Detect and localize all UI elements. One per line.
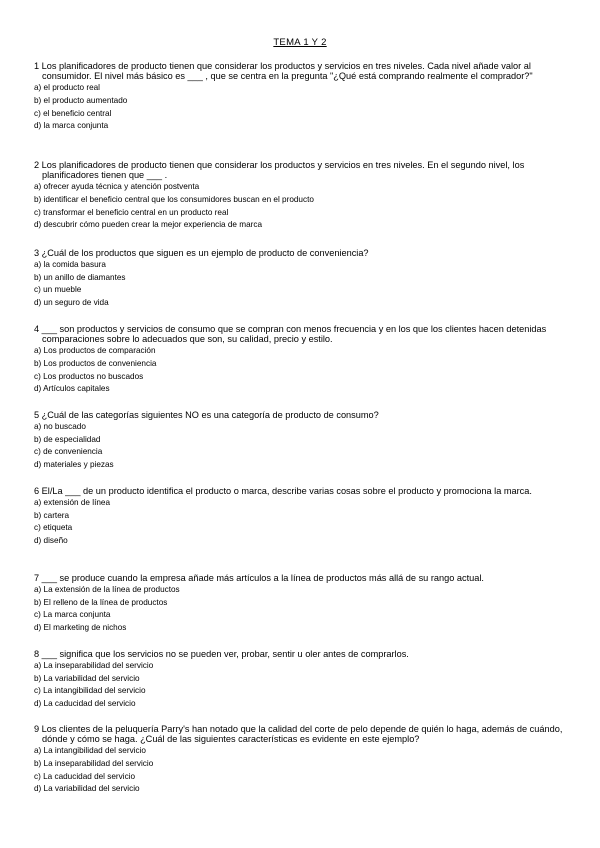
option-a: a) no buscado: [34, 422, 86, 432]
option-c: c) La marca conjunta: [34, 610, 111, 620]
option-b: b) Los productos de conveniencia: [34, 359, 157, 368]
option-c: c) La intangibilidad del servicio: [34, 686, 146, 696]
option-d: d) Artículos capitales: [34, 384, 110, 394]
option-a: a) la comida basura: [34, 260, 106, 270]
option-a: a) La intangibilidad del servicio: [34, 746, 146, 756]
option-b: b) El relleno de la línea de productos: [34, 597, 168, 607]
answer-options: [34, 497, 574, 547]
option-c: c) de conveniencia: [34, 447, 103, 457]
question-8: [34, 649, 574, 711]
question-stem: 4 ___ son productos y servicios de consumo que se compran con menos frecuencia y en los que los clientes hacen detenidas comparaciones sobre lo adecuados que son, su calidad, precio y estilo.: [34, 324, 547, 345]
option-a: a) ofrecer ayuda técnica y atención postventa: [34, 182, 200, 192]
option-b: b) La inseparabilidad del servicio: [34, 759, 154, 768]
answer-options: [34, 181, 574, 231]
option-a: a) La extensión de la línea de productos: [34, 585, 180, 595]
option-a: a) extensión de línea: [34, 498, 111, 508]
question-5: [34, 410, 574, 472]
option-b: b) identificar el beneficio central que los consumidores buscan en el producto: [34, 195, 314, 204]
option-b: b) un anillo de diamantes: [34, 272, 126, 282]
option-c: c) el beneficio central: [34, 108, 112, 118]
option-c: c) Los productos no buscados: [34, 371, 144, 381]
option-d: d) La caducidad del servicio: [34, 698, 136, 708]
question-stem: 1 Los planificadores de producto tienen que considerar los productos y servicios en tres niveles. Cada nivel añade valor al consumidor. El nivel más básico es ___ , que se centra en la pregunta "¿Qué está comprando realmente el comprador?": [34, 61, 533, 82]
answer-options: [34, 745, 574, 795]
question-7: [34, 573, 574, 635]
question-stem: 8 ___ significa que los servicios no se pueden ver, probar, sentir u oler antes de comprarlos.: [34, 649, 409, 659]
option-d: d) La variabilidad del servicio: [34, 784, 140, 794]
question-9: [34, 724, 574, 796]
option-a: a) el producto real: [34, 83, 100, 93]
option-c: c) etiqueta: [34, 523, 73, 533]
question-stem: 5 ¿Cuál de las categorías siguientes NO es una categoría de producto de consumo?: [34, 410, 379, 420]
question-3: [34, 248, 574, 310]
option-d: d) descubrir cómo pueden crear la mejor experiencia de marca: [34, 220, 262, 230]
question-6: [34, 486, 574, 548]
option-a: a) La inseparabilidad del servicio: [34, 661, 154, 671]
question-stem: 6 El/La ___ de un producto identifica el producto o marca, describe varias cosas sobre el producto y promociona la marca.: [34, 486, 532, 496]
option-d: d) diseño: [34, 535, 68, 545]
question-1: [34, 61, 574, 133]
question-4: [34, 324, 574, 396]
question-stem: 3 ¿Cuál de los productos que siguen es un ejemplo de producto de conveniencia?: [34, 248, 369, 258]
option-d: d) materiales y piezas: [34, 459, 114, 469]
answer-options: [34, 421, 574, 471]
question-stem: 9 Los clientes de la peluquería Parry's han notado que la calidad del corte de pelo depende de quién lo haga, además de cuándo, dónde y cómo se haga. ¿Cuál de las siguientes características es evidente en este ejemplo?: [34, 724, 563, 745]
option-b: b) el producto aumentado: [34, 96, 128, 105]
answer-options: [34, 345, 574, 395]
question-stem: 2 Los planificadores de producto tienen que considerar los productos y servicios en tres niveles. En el segundo nivel, los planificadores tienen que ___ .: [34, 160, 525, 181]
answer-options: [34, 82, 574, 132]
page-title: TEMA 1 Y 2: [273, 37, 327, 48]
option-d: d) un seguro de vida: [34, 297, 109, 307]
question-stem: 7 ___ se produce cuando la empresa añade más artículos a la línea de productos más allá de su rango actual.: [34, 573, 484, 583]
option-c: c) La caducidad del servicio: [34, 771, 136, 781]
option-b: b) La variabilidad del servicio: [34, 673, 140, 683]
option-b: b) de especialidad: [34, 434, 101, 444]
question-2: [34, 160, 574, 232]
answer-options: [34, 584, 574, 634]
option-b: b) cartera: [34, 510, 70, 520]
answer-options: [34, 660, 574, 710]
option-c: c) transformar el beneficio central en un producto real: [34, 207, 229, 217]
option-d: d) El marketing de nichos: [34, 622, 127, 632]
option-d: d) la marca conjunta: [34, 121, 109, 131]
option-a: a) Los productos de comparación: [34, 346, 156, 356]
answer-options: [34, 259, 574, 309]
option-c: c) un mueble: [34, 285, 82, 295]
